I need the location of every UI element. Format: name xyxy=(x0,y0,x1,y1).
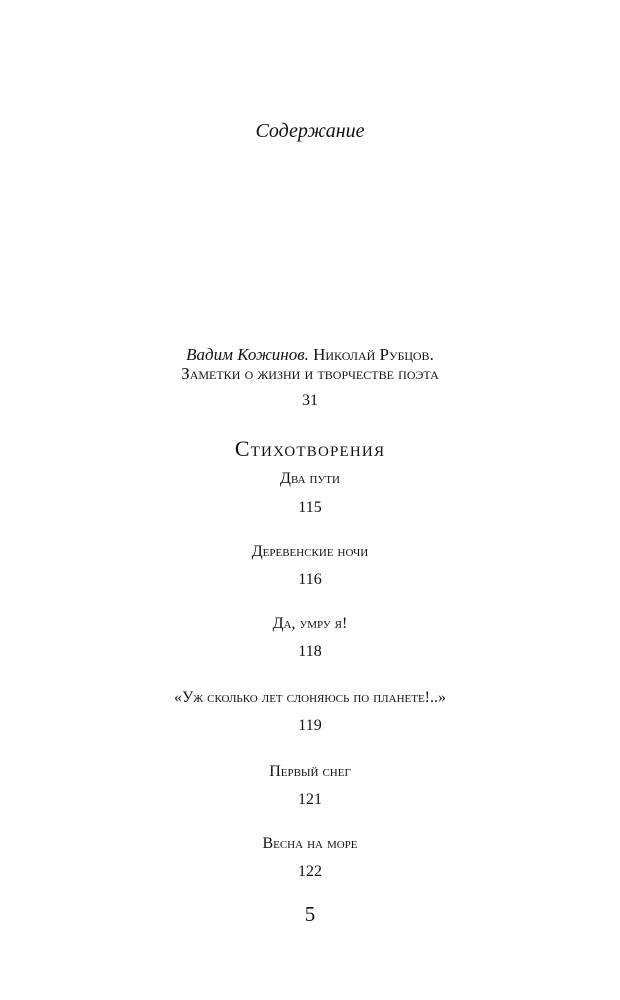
toc-entry-title: «Уж сколько лет слоняюсь по планете!..» xyxy=(173,689,447,706)
toc-entry-title: Да, умру я! xyxy=(272,615,348,632)
toc-entry-page: 122 xyxy=(298,863,322,880)
section-heading: Стихотворения xyxy=(234,436,386,461)
intro-page-number: 31 xyxy=(302,392,318,409)
intro-title-line1: Николай Рубцов. xyxy=(313,345,434,364)
intro-author: Вадим Кожинов. xyxy=(186,345,309,364)
toc-entry-title: Первый снег xyxy=(269,763,351,780)
contents-heading: Содержание xyxy=(255,120,365,142)
toc-entry-page: 119 xyxy=(298,717,322,734)
intro-entry-line1 xyxy=(0,345,620,365)
toc-entry-page: 118 xyxy=(298,643,322,660)
toc-entry-page: 116 xyxy=(298,571,322,588)
intro-title-line2: Заметки о жизни и творчестве поэта xyxy=(181,364,439,383)
toc-entry-title: Весна на море xyxy=(262,835,358,852)
toc-entry-title: Два пути xyxy=(280,470,340,487)
toc-entry-page: 115 xyxy=(298,499,322,516)
toc-entry-page: 121 xyxy=(298,791,322,808)
folio-page-number: 5 xyxy=(304,902,316,926)
toc-entry-title: Деревенские ночи xyxy=(251,543,369,560)
